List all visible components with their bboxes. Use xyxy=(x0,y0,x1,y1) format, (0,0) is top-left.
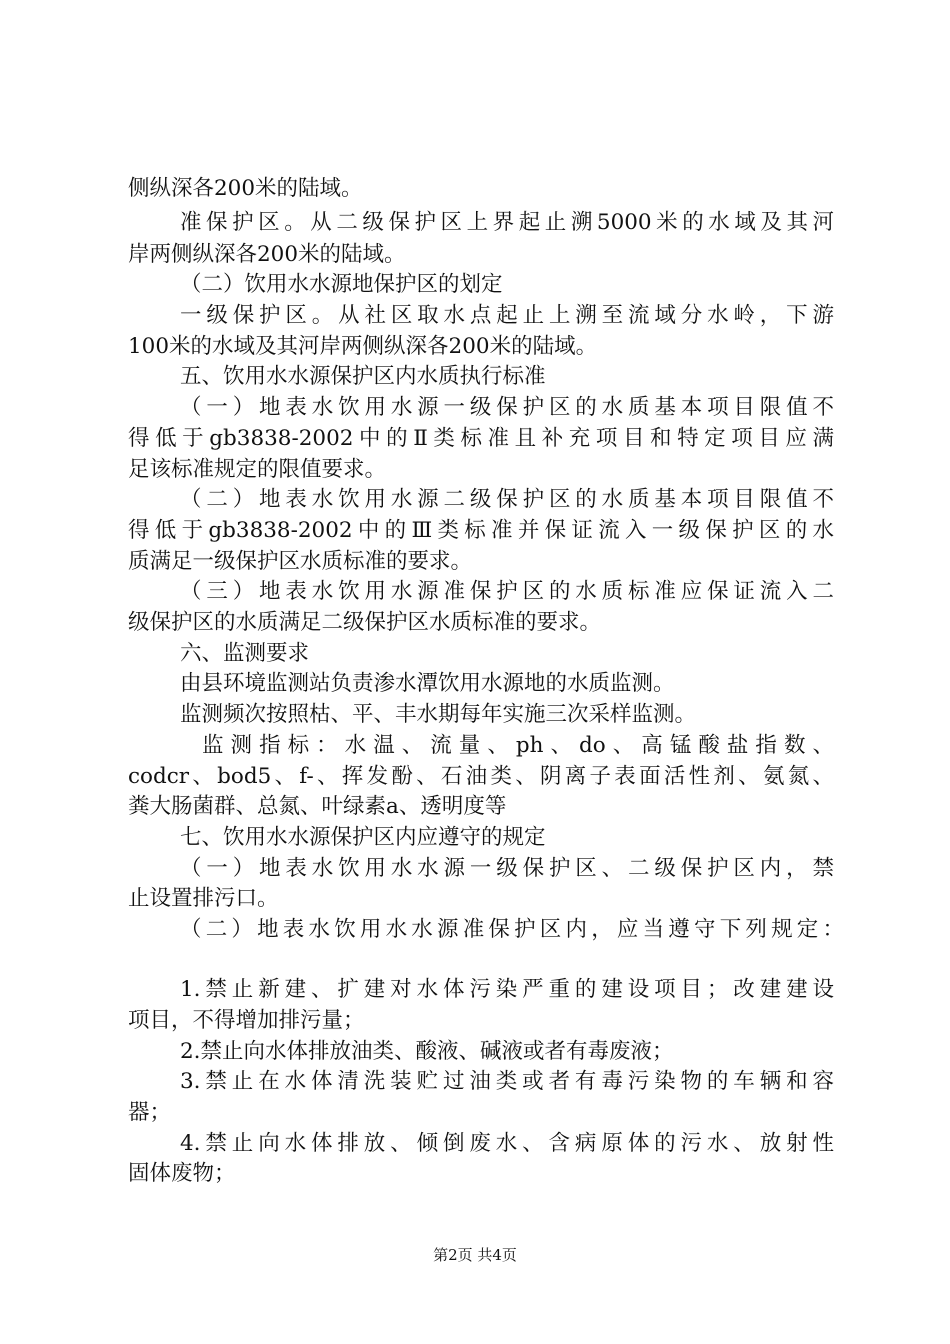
text-line: 得低于gb3838-2002中的Ⅱ类标准且补充项目和特定项目应满 xyxy=(128,426,834,451)
text-line: 得低于gb3838-2002中的Ⅲ类标准并保证流入一级保护区的水 xyxy=(128,518,834,543)
text-line: 监测频次按照枯、平、丰水期每年实施三次采样监测。 xyxy=(180,702,697,727)
text-line: 由县环境监测站负责渗水潭饮用水源地的水质监测。 xyxy=(180,671,675,696)
text-line: 监测指标：水温、流量、ph、do、高锰酸盐指数、 xyxy=(202,733,834,758)
text-line: 准保护区。从二级保护区上界起止溯5000米的水域及其河 xyxy=(180,210,834,235)
text-line: 岸两侧纵深各200米的陆域。 xyxy=(128,242,406,267)
text-line: 一级保护区。从社区取水点起止上溯至流域分水岭，下游 xyxy=(180,303,834,328)
text-line: 粪大肠菌群、总氮、叶绿素a、透明度等 xyxy=(128,794,507,819)
text-line: （一）地表水饮用水水源一级保护区、二级保护区内，禁 xyxy=(180,856,834,881)
text-line: 止设置排污口。 xyxy=(128,886,279,911)
text-line: 器； xyxy=(128,1100,172,1125)
text-line: codcr、bod5、f-、挥发酚、石油类、阴离子表面活性剂、氨氮、 xyxy=(128,764,834,789)
text-line: 足该标准规定的限值要求。 xyxy=(128,457,387,482)
page-footer: 第2页 共4页 xyxy=(433,1246,517,1264)
text-line: 2.禁止向水体排放油类、酸液、碱液或者有毒废液； xyxy=(180,1039,674,1064)
text-line: 3.禁止在水体清洗装贮过油类或者有毒污染物的车辆和容 xyxy=(180,1069,834,1094)
text-line: （二）地表水饮用水水源准保护区内，应当遵守下列规定： xyxy=(180,917,844,942)
text-line: 项目，不得增加排污量； xyxy=(128,1008,365,1033)
text-line: 4.禁止向水体排放、倾倒废水、含病原体的污水、放射性 xyxy=(180,1131,834,1156)
text-line: （一）地表水饮用水源一级保护区的水质基本项目限值不 xyxy=(180,395,834,420)
text-line: 质满足一级保护区水质标准的要求。 xyxy=(128,549,473,574)
text-line: 固体废物； xyxy=(128,1161,236,1186)
text-line: 侧纵深各200米的陆域。 xyxy=(128,176,363,201)
text-line: 六、监测要求 xyxy=(180,641,310,666)
text-line: 五、饮用水水源保护区内水质执行标准 xyxy=(180,364,546,389)
text-line: （二）地表水饮用水源二级保护区的水质基本项目限值不 xyxy=(180,487,834,512)
text-line: 100米的水域及其河岸两侧纵深各200米的陆域。 xyxy=(128,334,598,359)
text-line: 七、饮用水水源保护区内应遵守的规定 xyxy=(180,825,546,850)
text-line: 1.禁止新建、扩建对水体污染严重的建设项目；改建建设 xyxy=(180,977,834,1002)
text-line: 级保护区的水质满足二级保护区水质标准的要求。 xyxy=(128,610,602,635)
text-line: （三）地表水饮用水源准保护区的水质标准应保证流入二 xyxy=(180,579,834,604)
text-line: （二）饮用水水源地保护区的划定 xyxy=(180,272,503,297)
